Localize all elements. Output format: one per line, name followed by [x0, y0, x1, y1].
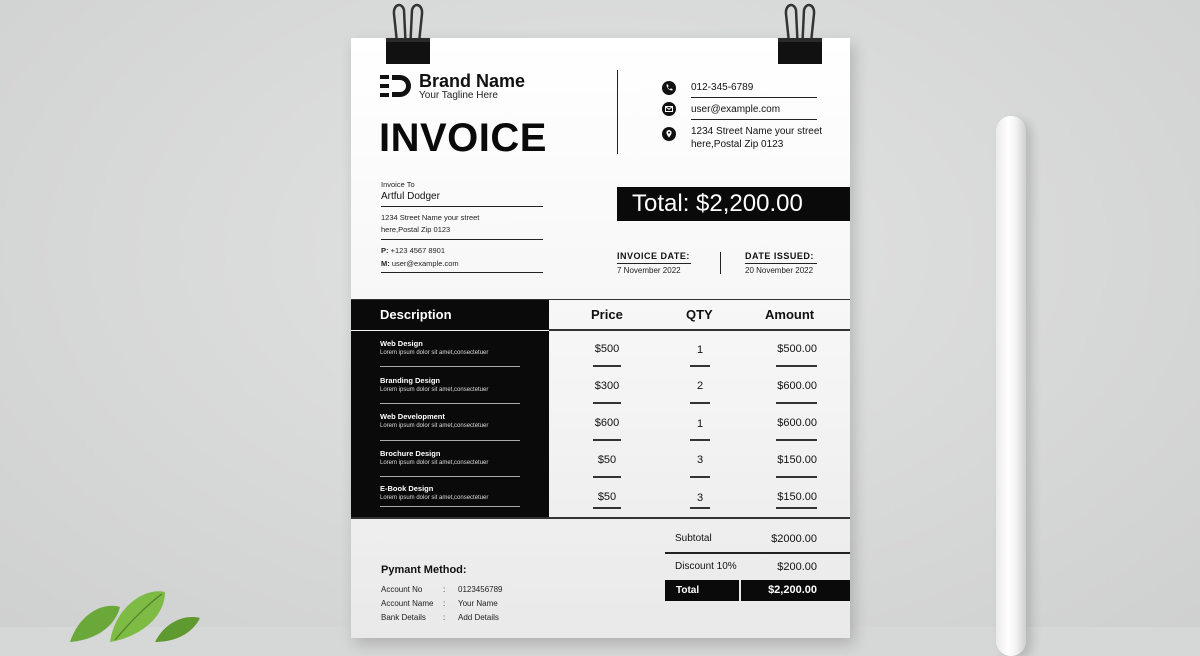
row-4-description: Lorem ipsum dolor sit amet,consectetuer — [380, 460, 489, 466]
divider — [381, 272, 543, 273]
row-4-amount: $150.00 — [777, 454, 817, 466]
brand-tagline: Your Tagline Here — [419, 90, 498, 101]
row-3-description: Lorem ipsum dolor sit amet,consectetuer — [380, 423, 489, 429]
bill-to-phone-label: P: — [381, 246, 389, 255]
row-4-title: Brochure Design — [380, 449, 441, 458]
divider — [776, 439, 817, 441]
row-5-title: E-Book Design — [380, 484, 434, 493]
divider — [691, 119, 817, 120]
table-bottom-rule — [351, 517, 850, 519]
discount-value: $200.00 — [777, 561, 817, 573]
payment-bank-details-label: Bank Details — [381, 613, 426, 622]
row-4-price: $50 — [597, 454, 617, 466]
pen — [996, 116, 1026, 656]
invoice-date-value: 7 November 2022 — [617, 266, 681, 275]
divider — [381, 206, 543, 207]
divider — [593, 365, 621, 367]
row-5-qty: 3 — [696, 492, 704, 504]
page-title: INVOICE — [379, 116, 547, 160]
bill-to-phone — [381, 245, 445, 257]
total-banner: Total: $2,200.00 — [617, 187, 850, 221]
divider — [776, 507, 817, 509]
divider — [665, 552, 850, 554]
payment-account-name-value: Your Name — [458, 599, 498, 608]
payment-account-name-label: Account Name — [381, 599, 434, 608]
payment-separator: : — [443, 613, 446, 622]
grand-total-label: Total — [676, 585, 700, 596]
divider — [776, 365, 817, 367]
plant-leaves-icon — [60, 582, 210, 642]
date-issued-label: DATE ISSUED: — [745, 251, 814, 261]
brand-logo-icon — [380, 75, 412, 97]
divider — [593, 402, 621, 404]
row-3-qty: 1 — [696, 418, 704, 430]
divider — [380, 476, 520, 477]
divider — [380, 506, 520, 507]
row-2-description: Lorem ipsum dolor sit amet,consectetuer — [380, 387, 489, 393]
grand-total-divider — [739, 580, 741, 601]
divider — [690, 439, 710, 441]
row-2-price: $300 — [594, 380, 620, 392]
bill-to-address-line1: 1234 Street Name your street — [381, 213, 480, 222]
row-1-description: Lorem ipsum dolor sit amet,consectetuer — [380, 350, 489, 356]
row-1-price: $500 — [594, 343, 620, 355]
row-4-qty: 3 — [696, 454, 704, 466]
divider — [690, 365, 710, 367]
column-header-price: Price — [591, 307, 623, 322]
brand-name: Brand Name — [419, 71, 526, 91]
binder-clip-icon — [772, 0, 828, 70]
divider — [617, 263, 691, 264]
divider — [776, 476, 817, 478]
divider — [593, 507, 621, 509]
divider — [690, 476, 710, 478]
payment-account-no-label: Account No — [381, 585, 423, 594]
bill-to-email — [381, 258, 459, 270]
discount-label: Discount 10% — [675, 561, 737, 572]
divider — [380, 366, 520, 367]
subtotal-label: Subtotal — [675, 533, 712, 544]
row-5-amount: $150.00 — [777, 491, 817, 503]
binder-clip-icon — [380, 0, 436, 70]
divider — [381, 239, 543, 240]
payment-separator: : — [443, 585, 446, 594]
column-header-qty: QTY — [686, 307, 713, 322]
header-divider — [617, 70, 618, 154]
invoice-sheet — [351, 38, 850, 638]
divider — [690, 402, 710, 404]
contact-email: user@example.com — [691, 104, 781, 115]
date-divider — [720, 252, 721, 274]
payment-account-no-value: 0123456789 — [458, 585, 503, 594]
divider — [380, 403, 520, 404]
row-1-title: Web Design — [380, 339, 423, 348]
payment-method-title: Pymant Method: — [381, 564, 467, 576]
row-5-price: $50 — [597, 491, 617, 503]
row-3-title: Web Development — [380, 412, 445, 421]
row-3-amount: $600.00 — [777, 417, 817, 429]
divider — [593, 439, 621, 441]
divider — [690, 507, 710, 509]
bill-to-address-line2: here,Postal Zip 0123 — [381, 225, 451, 234]
contact-phone: 012-345-6789 — [691, 82, 754, 93]
phone-icon — [662, 81, 676, 95]
divider — [380, 440, 520, 441]
divider — [593, 476, 621, 478]
row-5-description: Lorem ipsum dolor sit amet,consectetuer — [380, 495, 489, 501]
date-issued-value: 20 November 2022 — [745, 266, 814, 275]
subtotal-value: $2000.00 — [771, 533, 817, 545]
column-header-description: Description — [380, 307, 452, 322]
divider — [776, 402, 817, 404]
column-header-amount: Amount — [765, 307, 815, 322]
row-2-qty: 2 — [696, 380, 704, 392]
row-2-title: Branding Design — [380, 376, 441, 385]
bill-to-email-label: M: — [381, 259, 390, 268]
bill-to-email-value: user@example.com — [391, 259, 459, 268]
grand-total-value: $2,200.00 — [768, 584, 817, 596]
bill-to-phone-value: +123 4567 8901 — [390, 246, 446, 255]
divider — [745, 263, 817, 264]
contact-address-line2: here,Postal Zip 0123 — [691, 139, 784, 150]
row-2-amount: $600.00 — [777, 380, 817, 392]
invoice-date-label: INVOICE DATE: — [617, 251, 690, 261]
mail-icon — [662, 102, 676, 116]
bill-to-name: Artful Dodger — [381, 191, 440, 202]
payment-separator: : — [443, 599, 446, 608]
payment-bank-details-value: Add Details — [458, 613, 499, 622]
row-1-qty: 1 — [696, 344, 704, 356]
row-3-price: $600 — [594, 417, 620, 429]
table-header-rule — [549, 329, 850, 331]
divider — [691, 97, 817, 98]
row-1-amount: $500.00 — [777, 343, 817, 355]
location-pin-icon — [662, 127, 676, 141]
contact-address-line1: 1234 Street Name your street — [691, 126, 823, 137]
bill-to-label: Invoice To — [381, 180, 415, 189]
